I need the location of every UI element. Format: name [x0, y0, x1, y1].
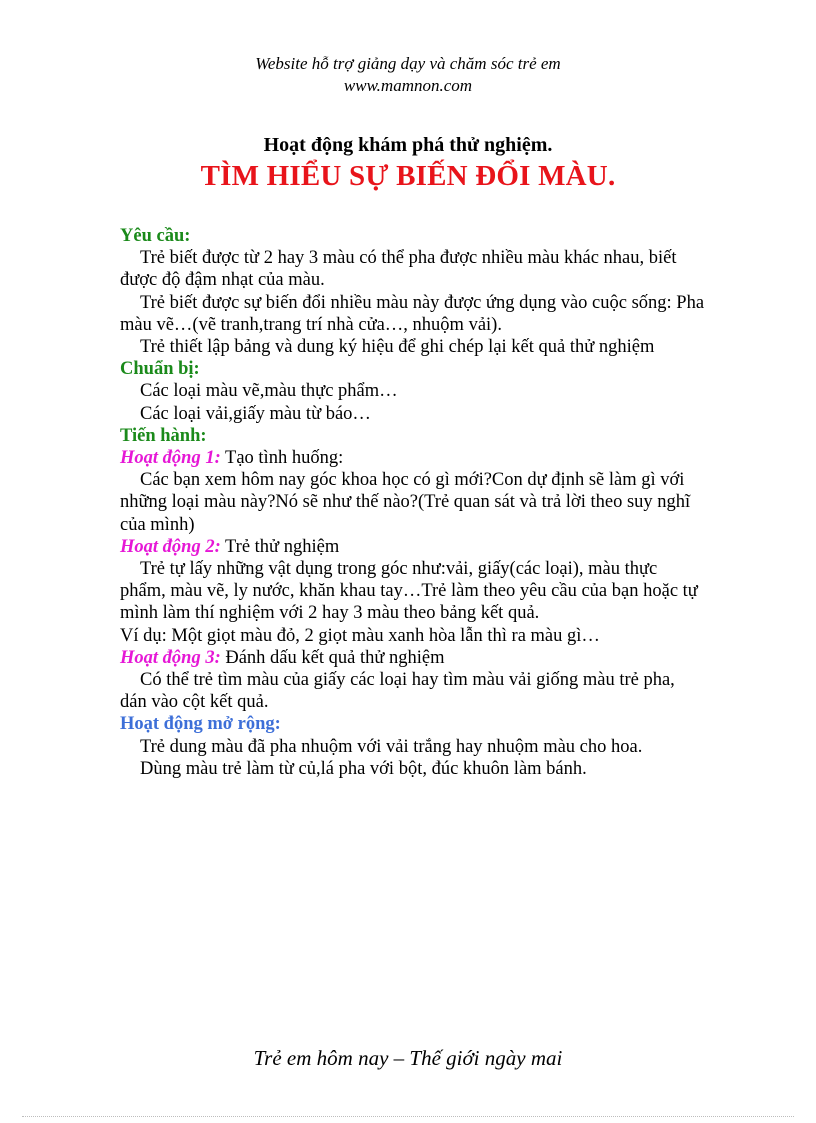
activity-3-label: Hoạt động 3: — [120, 647, 221, 668]
activity-2-paragraph: Trẻ tự lấy những vật dụng trong góc như:vải, giấy(các loại), màu thực phẩm, màu vẽ, ly nước, khăn khau tay…Trẻ làm theo yêu cầu của bạn hoặc tự mình làm thí nghiệm với 2 hay 3 màu theo bảng kết quả. — [120, 559, 698, 624]
mo-rong-paragraph-2: Dùng màu trẻ làm từ củ,lá pha với bột, đúc khuôn làm bánh. — [140, 758, 587, 779]
section-heading-tien-hanh: Tiến hành: — [120, 425, 207, 446]
chuan-bi-item-1: Các loại màu vẽ,màu thực phẩm… — [140, 381, 398, 402]
chuan-bi-item-2: Các loại vải,giấy màu từ báo… — [140, 403, 371, 424]
document-title: TÌM HIỂU SỰ BIẾN ĐỔI MÀU. — [200, 160, 616, 192]
header-website-line: Website hỗ trợ giảng dạy và chăm sóc trẻ em — [255, 54, 561, 73]
section-heading-yeu-cau: Yêu cầu: — [120, 226, 191, 246]
activity-2-label: Hoạt động 2: — [120, 536, 221, 557]
yeu-cau-paragraph-1: Trẻ biết được từ 2 hay 3 màu có thể pha được nhiều màu khác nhau, biết được độ đậm nhạt của màu. — [120, 248, 677, 291]
activity-2-title: Trẻ thử nghiệm — [220, 536, 340, 557]
yeu-cau-paragraph-3: Trẻ thiết lập bảng và dung ký hiệu để ghi chép lại kết quả thử nghiệm — [140, 337, 655, 358]
activity-1-title: Tạo tình huống: — [220, 448, 344, 469]
activity-1-heading — [120, 447, 705, 469]
footer-dotted-divider — [22, 1116, 794, 1117]
document-body — [120, 225, 705, 780]
section-heading-chuan-bi: Chuẩn bị: — [120, 359, 200, 380]
activity-2-heading — [120, 536, 705, 558]
activity-1-paragraph: Các bạn xem hôm nay góc khoa học có gì mới?Con dự định sẽ làm gì với những loại màu này?Nó sẽ như thế nào?(Trẻ quan sát và trả lời theo suy nghĩ của mình) — [120, 470, 691, 535]
activity-2-example: Ví dụ: Một giọt màu đỏ, 2 giọt màu xanh hòa lẫn thì ra màu gì… — [120, 625, 600, 646]
activity-1-label: Hoạt động 1: — [120, 448, 221, 469]
activity-3-title: Đánh dấu kết quả thử nghiệm — [220, 647, 445, 668]
mo-rong-paragraph-1: Trẻ dung màu đã pha nhuộm với vải trắng hay nhuộm màu cho hoa. — [140, 736, 643, 757]
document-subtitle: Hoạt động khám phá thử nghiệm. — [263, 134, 553, 156]
page-footer-slogan: Trẻ em hôm nay – Thế giới ngày mai — [253, 1046, 563, 1070]
activity-3-heading — [120, 647, 705, 669]
activity-3-paragraph: Có thể trẻ tìm màu của giấy các loại hay tìm màu vải giống màu trẻ pha, dán vào cột kết quả. — [120, 670, 675, 713]
section-heading-mo-rong: Hoạt động mở rộng: — [120, 714, 281, 735]
yeu-cau-paragraph-2: Trẻ biết được sự biến đổi nhiều màu này được ứng dụng vào cuộc sống: Pha màu vẽ…(vẽ tranh,trang trí nhà cửa…, nhuộm vải). — [120, 292, 705, 335]
header-url-line: www.mamnon.com — [343, 76, 473, 95]
